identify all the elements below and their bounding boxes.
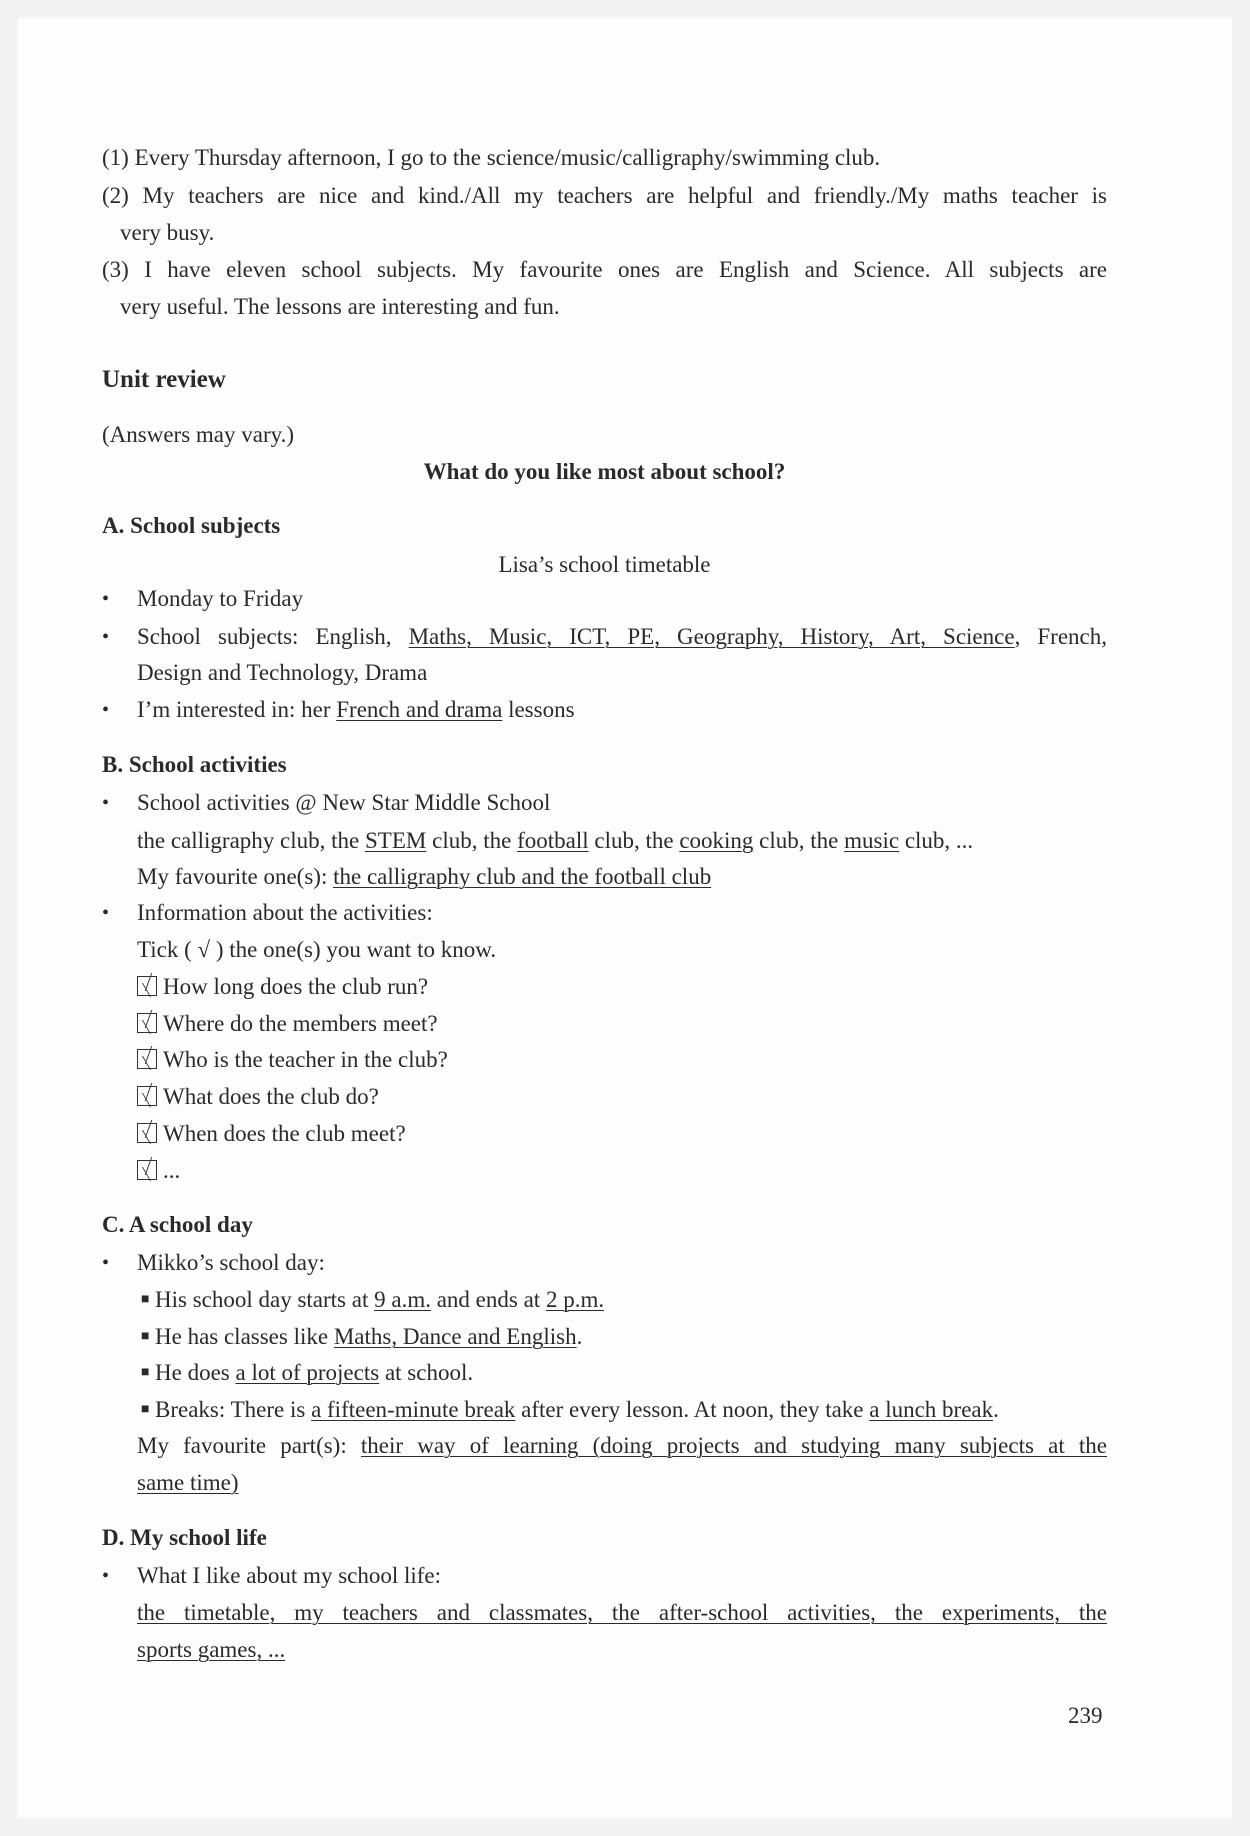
bullet: • (102, 588, 110, 610)
subjects-cont: Design and Technology, Drama (137, 660, 428, 685)
school-life-intro: What I like about my school life: (137, 1563, 442, 1588)
school-life-answer: the timetable, my teachers and classmates, the after-school activities, the experiments, the (137, 1600, 1107, 1625)
answer-2: (2) My teachers are nice and kind./All my teachers are helpful and friendly./My maths teacher is (102, 183, 1107, 208)
section-c-heading: C. A school day (102, 1212, 253, 1237)
answer-3-cont: very useful. The lessons are interesting and fun. (120, 294, 560, 319)
square-bullet: ■ (141, 1329, 150, 1344)
days: Monday to Friday (137, 586, 304, 611)
question-checkbox[interactable]: Who is the teacher in the club? (137, 1046, 448, 1074)
checked-box-icon[interactable] (137, 976, 157, 996)
classes: He has classes like Maths, Dance and English. (155, 1324, 583, 1349)
favourite-part: My favourite part(s): their way of learning (doing projects and studying many subjects at the (137, 1433, 1107, 1458)
subjects: School subjects: English, Maths, Music, ICT, PE, Geography, History, Art, Science, French, (137, 624, 1107, 649)
question-checkbox[interactable]: Where do the members meet? (137, 1010, 438, 1038)
projects: He does a lot of projects at school. (155, 1360, 474, 1385)
breaks: Breaks: There is a fifteen-minute break after every lesson. At noon, they take a lunch break. (155, 1397, 999, 1422)
question-checkbox[interactable]: When does the club meet? (137, 1120, 406, 1148)
bullet: • (102, 792, 110, 814)
answer-1: (1) Every Thursday afternoon, I go to the science/music/calligraphy/swimming club. (102, 145, 881, 170)
bullet: • (102, 626, 110, 648)
question-checkbox[interactable]: What does the club do? (137, 1083, 379, 1111)
bullet: • (102, 699, 110, 721)
bullet: • (102, 902, 110, 924)
mikko-intro: Mikko’s school day: (137, 1250, 325, 1275)
checked-box-icon[interactable] (137, 1013, 157, 1033)
unit-review-heading: Unit review (102, 366, 226, 393)
bullet: • (102, 1565, 110, 1587)
answer-3: (3) I have eleven school subjects. My favourite ones are English and Science. All subjects are (102, 257, 1107, 282)
answer-2-cont: very busy. (120, 220, 215, 245)
section-a-heading: A. School subjects (102, 513, 281, 538)
checked-box-icon[interactable] (137, 1049, 157, 1069)
section-b-heading: B. School activities (102, 752, 287, 777)
favourite-part-cont: same time) (137, 1470, 239, 1495)
square-bullet: ■ (141, 1402, 150, 1417)
checked-box-icon[interactable] (137, 1123, 157, 1143)
clubs: the calligraphy club, the STEM club, the football club, the cooking club, the music club, ... (137, 828, 974, 853)
square-bullet: ■ (141, 1365, 150, 1380)
info: Information about the activities: (137, 900, 433, 925)
favourite-clubs: My favourite one(s): the calligraphy club and the football club (137, 864, 712, 889)
section-d-heading: D. My school life (102, 1525, 267, 1550)
checked-box-icon[interactable] (137, 1160, 157, 1180)
question-checkbox[interactable]: How long does the club run? (137, 973, 428, 1001)
interest: I’m interested in: her French and drama lessons (137, 697, 575, 722)
timetable-title: Lisa’s school timetable (498, 552, 711, 577)
answers-note: (Answers may vary.) (102, 422, 295, 447)
review-title: What do you like most about school? (423, 459, 786, 484)
square-bullet: ■ (141, 1292, 150, 1307)
day-times: His school day starts at 9 a.m. and ends at 2 p.m. (155, 1287, 605, 1312)
question-checkbox[interactable]: ... (137, 1157, 180, 1185)
tick-instruction: Tick ( √ ) the one(s) you want to know. (137, 937, 497, 962)
checked-box-icon[interactable] (137, 1086, 157, 1106)
bullet: • (102, 1252, 110, 1274)
activities: School activities @ New Star Middle School (137, 790, 551, 815)
school-life-answer-cont: sports games, ... (137, 1637, 286, 1662)
page-number: 239 (1068, 1703, 1103, 1728)
